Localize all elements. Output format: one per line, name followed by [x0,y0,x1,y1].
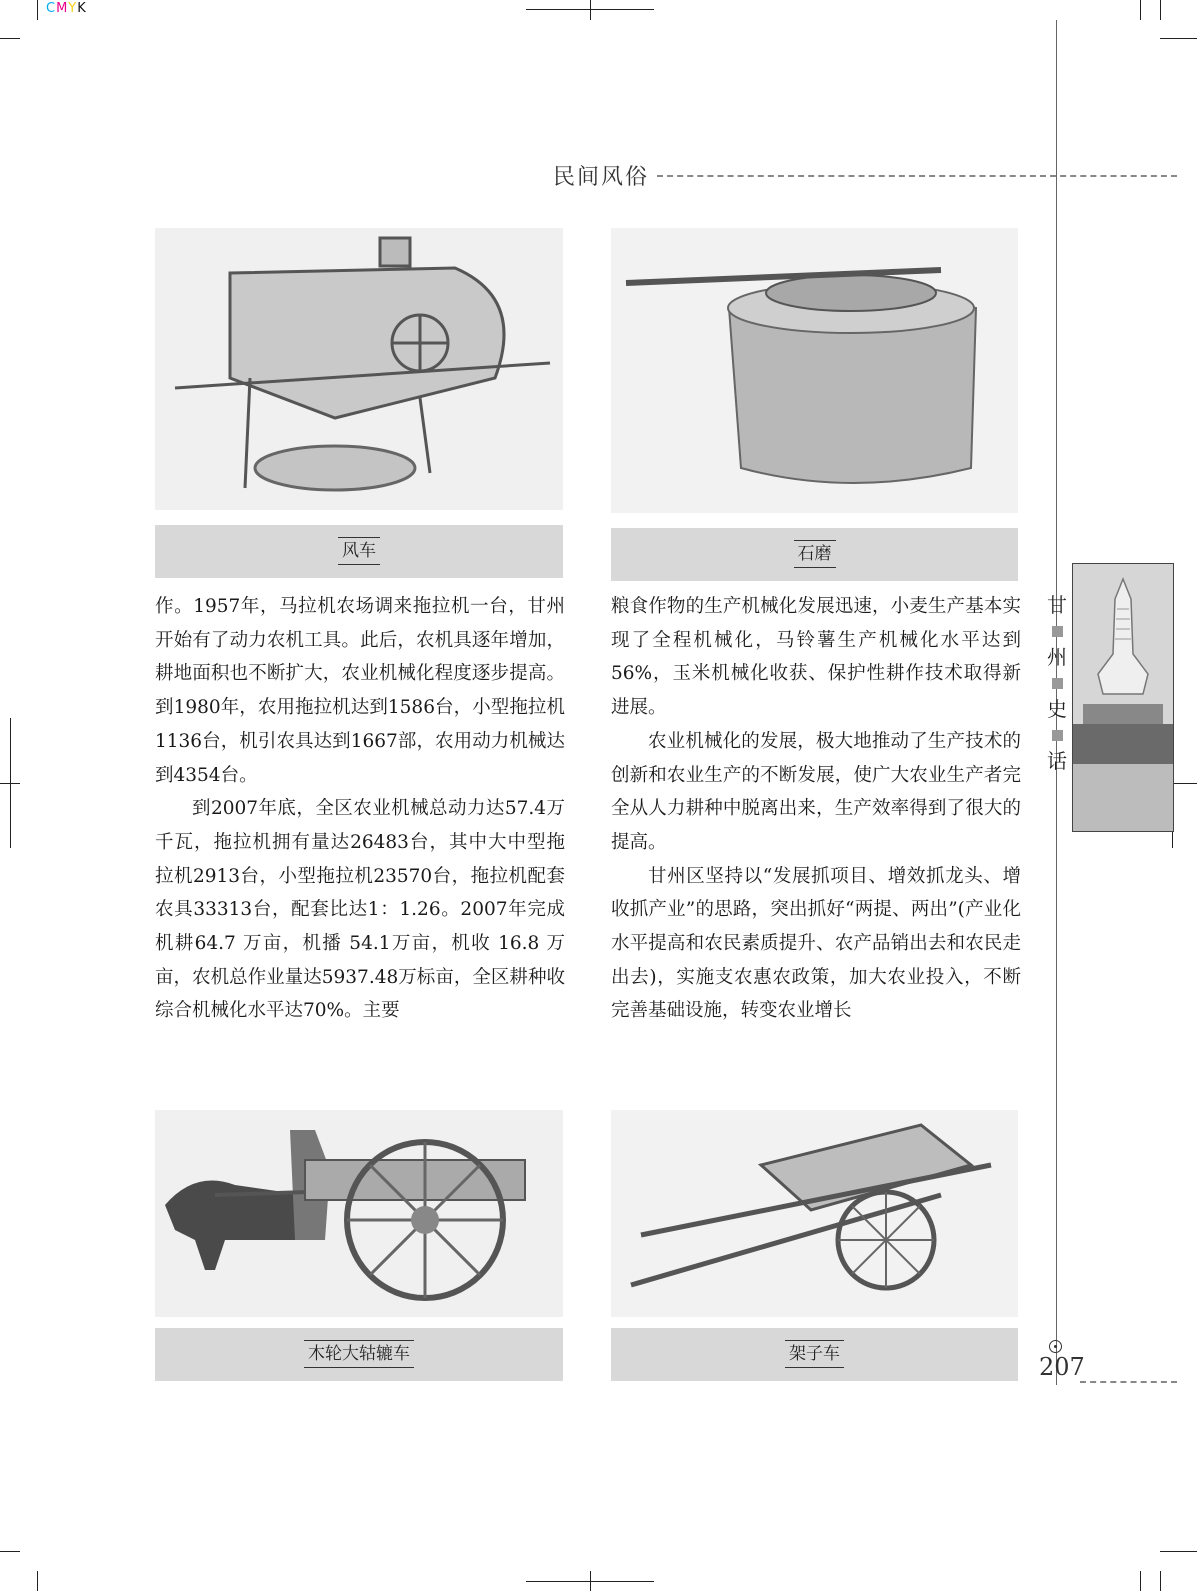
left-paragraph-2: 到2007年底，全区农业机械总动力达57.4万千瓦，拖拉机拥有量达26483台，其中大中型拖拉机2913台，小型拖拉机23570台，拖拉机配套农具33313台，配套比达1：1.26。2007年完成机耕64.7 万亩，机播 54.1万亩，机收 16.8 万亩，农机总作业量达5937.48万标亩，全区耕种收综合机械化水平达70%。主要 [155,798,565,1022]
right-column-text [611,590,1021,1028]
pagoda-photo [1072,563,1174,832]
page-number: 207 [1039,1353,1085,1381]
cmyk-c: C [46,1,57,16]
handcart-caption-text: 架子车 [785,1340,844,1368]
side-tab-square-icon [1052,730,1063,741]
winnower-caption-text: 风车 [338,537,380,565]
ox-cart-caption [155,1328,563,1381]
side-tab-label [1045,592,1069,775]
cmyk-color-bar [46,1,87,16]
side-tab-square-icon [1052,626,1063,637]
page-number-dashed-rule [1080,1381,1177,1383]
stone-mill-caption-text: 石磨 [794,540,836,568]
stone-mill-photo [611,228,1018,513]
cmyk-m: M [56,1,69,16]
stone-mill-caption [611,528,1018,581]
ox-cart-photo [155,1110,563,1317]
right-paragraph-1: 粮食作物的生产机械化发展迅速，小麦生产基本实现了全程机械化，马铃薯生产机械化水平达到56%，玉米机械化收获、保护性耕作技术取得新进展。 [611,596,1021,719]
side-tab-char-3: 史 [1047,697,1067,721]
cmyk-y: Y [68,1,78,16]
handcart-caption [611,1328,1018,1381]
side-tab-char-1: 甘 [1047,593,1067,617]
section-title: 民间风俗 [553,165,650,190]
side-tab-char-4: 话 [1047,749,1067,773]
right-paragraph-2: 农业机械化的发展，极大地推动了生产技术的创新和农业生产的不断发展，使广大农业生产者完全从人力耕种中脱离出来，生产效率得到了很大的提高。 [611,730,1021,853]
side-tab-square-icon [1052,678,1063,689]
left-paragraph-1: 作。1957年，马拉机农场调来拖拉机一台，甘州开始有了动力农机工具。此后，农机具逐年增加，耕地面积也不断扩大，农业机械化程度逐步提高。到1980年，农用拖拉机达到1586台，小型拖拉机1136台，机引农具达到1667部，农用动力机械达到4354台。 [155,596,565,786]
right-paragraph-3: 甘州区坚持以“发展抓项目、增效抓龙头、增收抓产业”的思路，突出抓好“两提、两出”(产业化水平提高和农民素质提升、农产品销出去和农民走出去)，实施支农惠农政策，加大农业投入，不断完善基础设施，转变农业增长 [611,865,1021,1022]
header-dashed-rule [657,175,1177,177]
winnower-caption [155,525,563,578]
page-number-ornament-icon [1049,1340,1062,1353]
handcart-photo [611,1110,1018,1317]
left-column-text [155,590,565,1028]
winnower-photo [155,228,563,510]
ox-cart-caption-text: 木轮大轱辘车 [304,1340,414,1368]
side-tab-char-2: 州 [1047,645,1067,669]
cmyk-k: K [77,1,87,16]
